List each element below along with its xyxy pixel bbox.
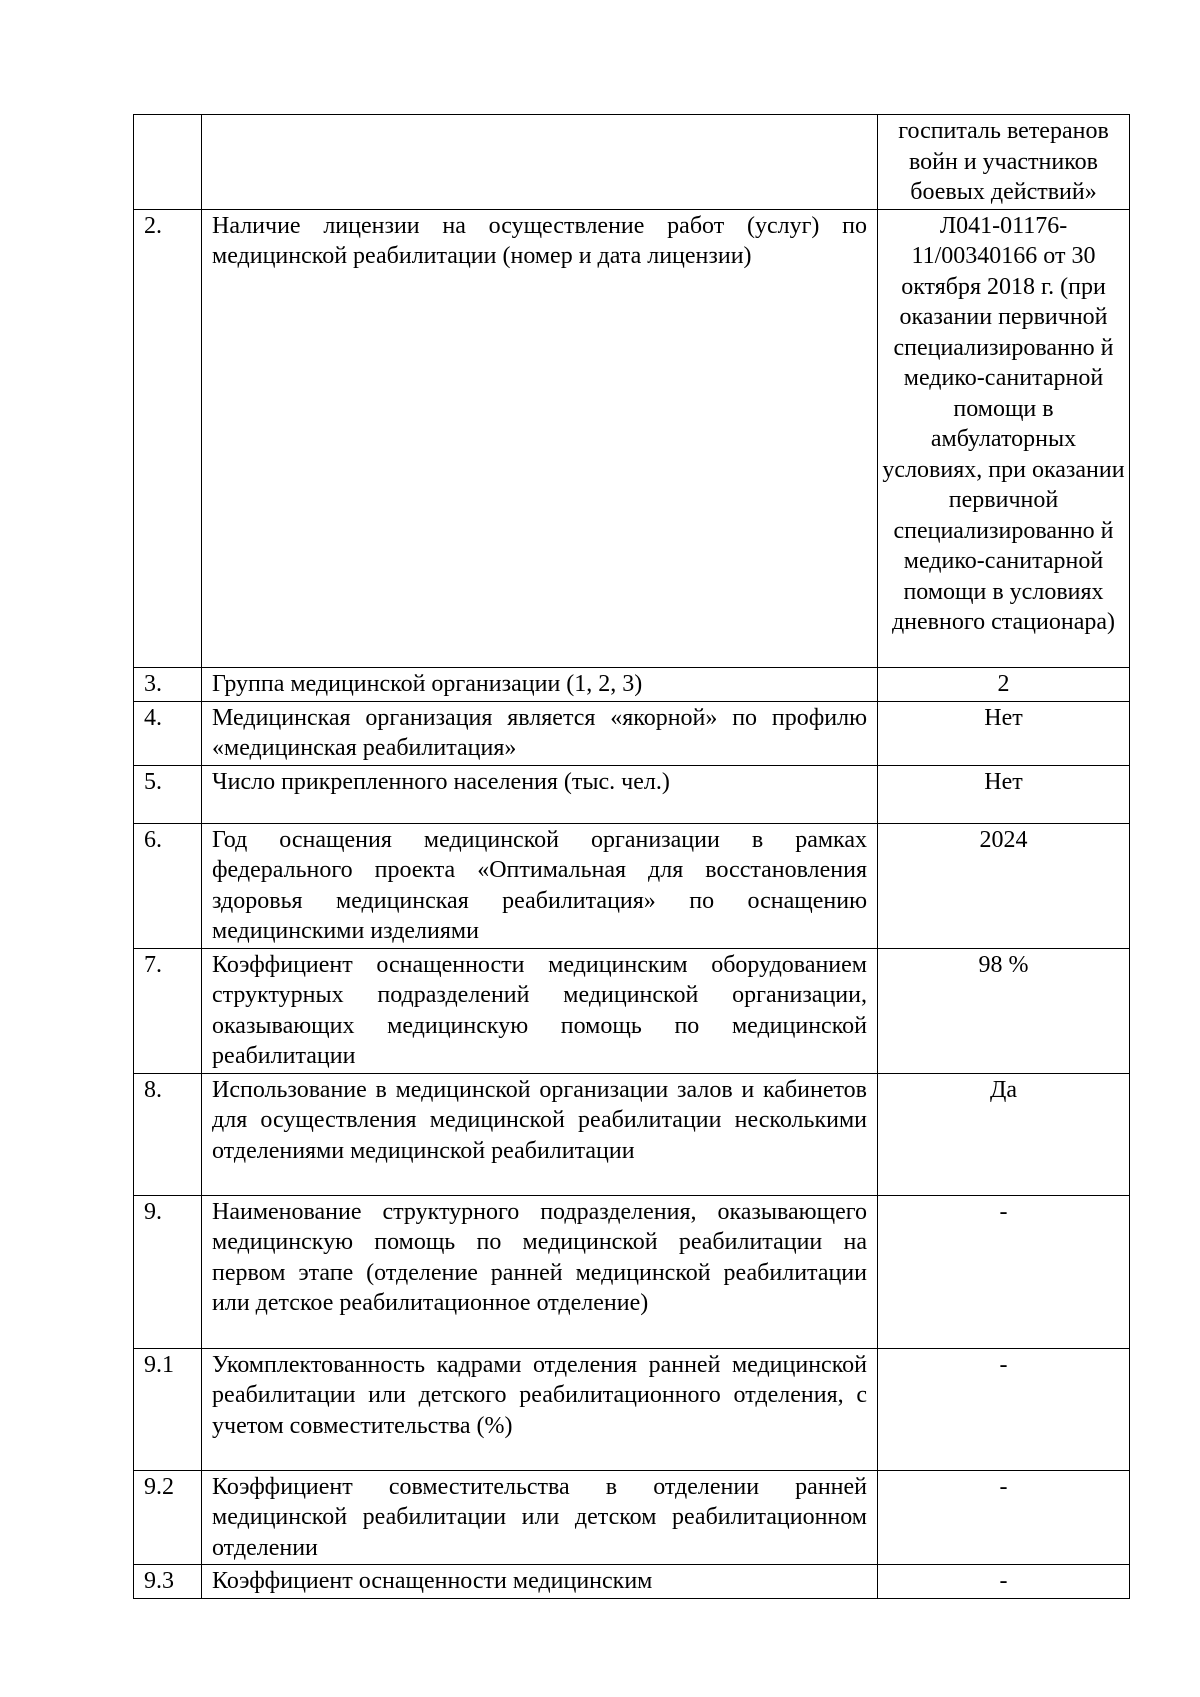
- table-row: [134, 765, 1130, 823]
- row-number: 4.: [134, 701, 202, 765]
- table-row: [134, 115, 1130, 210]
- indicators-table: [133, 114, 1130, 1599]
- table-row: [134, 701, 1130, 765]
- row-value: 2024: [878, 823, 1130, 948]
- row-value: 2: [878, 667, 1130, 701]
- row-value: 98 %: [878, 948, 1130, 1073]
- row-description: Коэффициент совместительства в отделении ранней медицинской реабилитации или детском реабилитационном отделении: [202, 1470, 878, 1565]
- row-number: 3.: [134, 667, 202, 701]
- row-description: Год оснащения медицинской организации в рамках федерального проекта «Оптимальная для восстановления здоровья медицинская реабилитация» по оснащению медицинскими изделиями: [202, 823, 878, 948]
- row-description: Укомплектованность кадрами отделения ранней медицинской реабилитации или детского реабилитационного отделения, с учетом совместительства (%): [202, 1348, 878, 1470]
- row-description: [202, 115, 878, 210]
- table-row: [134, 1195, 1130, 1348]
- row-number: 9.: [134, 1195, 202, 1348]
- row-number: 7.: [134, 948, 202, 1073]
- row-number: 2.: [134, 209, 202, 667]
- table-row: [134, 209, 1130, 667]
- row-value: Да: [878, 1073, 1130, 1195]
- row-description: Медицинская организация является «якорной» по профилю «медицинская реабилитация»: [202, 701, 878, 765]
- table-row: [134, 1470, 1130, 1565]
- table-row: [134, 1565, 1130, 1599]
- row-value: Л041-01176-11/00340166 от 30 октября 2018 г. (при оказании первичной специализированно й медико-санитарной помощи в амбулаторных условиях, при оказании первичной специализированно й медико-санитарной помощи в условиях дневного стационара): [878, 209, 1130, 667]
- row-description: Число прикрепленного населения (тыс. чел.): [202, 765, 878, 823]
- row-description: Группа медицинской организации (1, 2, 3): [202, 667, 878, 701]
- table-row: [134, 1348, 1130, 1470]
- row-number: 9.2: [134, 1470, 202, 1565]
- row-number: 9.1: [134, 1348, 202, 1470]
- row-number: 6.: [134, 823, 202, 948]
- row-number: 9.3: [134, 1565, 202, 1599]
- row-value: Нет: [878, 701, 1130, 765]
- table-row: [134, 667, 1130, 701]
- row-value: -: [878, 1195, 1130, 1348]
- row-description: Наименование структурного подразделения, оказывающего медицинскую помощь по медицинской реабилитации на первом этапе (отделение ранней медицинской реабилитации или детское реабилитационное отделение): [202, 1195, 878, 1348]
- row-description: Коэффициент оснащенности медицинским: [202, 1565, 878, 1599]
- table-row: [134, 948, 1130, 1073]
- row-description: Использование в медицинской организации залов и кабинетов для осуществления медицинской реабилитации несколькими отделениями медицинской реабилитации: [202, 1073, 878, 1195]
- row-value: -: [878, 1348, 1130, 1470]
- row-value: -: [878, 1470, 1130, 1565]
- row-description: Наличие лицензии на осуществление работ (услуг) по медицинской реабилитации (номер и дата лицензии): [202, 209, 878, 667]
- row-value: -: [878, 1565, 1130, 1599]
- row-value: Нет: [878, 765, 1130, 823]
- row-number: 5.: [134, 765, 202, 823]
- row-number: [134, 115, 202, 210]
- row-number: 8.: [134, 1073, 202, 1195]
- table-row: [134, 823, 1130, 948]
- row-value: госпиталь ветеранов войн и участников боевых действий»: [878, 115, 1130, 210]
- row-description: Коэффициент оснащенности медицинским оборудованием структурных подразделений медицинской организации, оказывающих медицинскую помощь по медицинской реабилитации: [202, 948, 878, 1073]
- table-row: [134, 1073, 1130, 1195]
